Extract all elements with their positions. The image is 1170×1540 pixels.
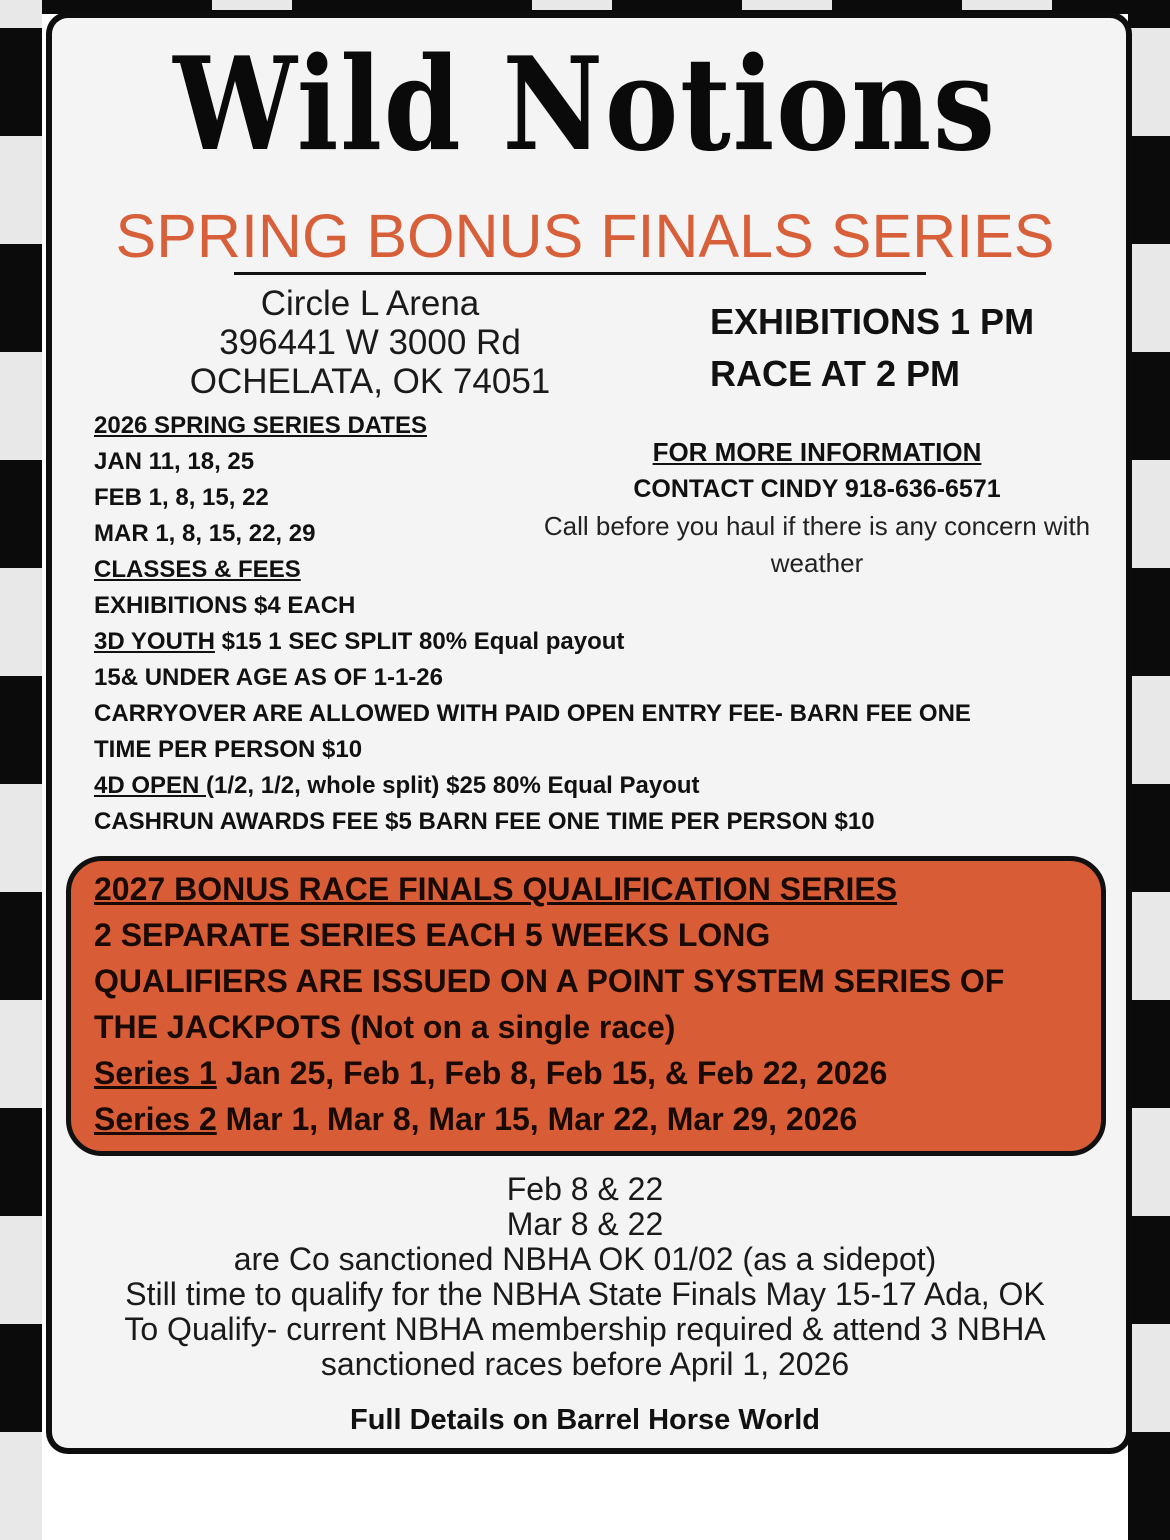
bonus-heading: 2027 BONUS RACE FINALS QUALIFICATION SERIES: [94, 871, 898, 907]
contact-heading: FOR MORE INFORMATION: [652, 437, 982, 467]
bonus-line-1: 2 SEPARATE SERIES EACH 5 WEEKS LONG: [94, 917, 771, 953]
bonus-line-3: THE JACKPOTS (Not on a single race): [94, 1009, 676, 1045]
nbha-line-5: To Qualify- current NBHA membership required & attend 3 NBHA: [124, 1311, 1046, 1347]
divider: [234, 272, 926, 275]
class-exhibitions: EXHIBITIONS $4 EACH: [94, 592, 356, 619]
series-2-label: Series 2: [94, 1101, 217, 1137]
dates-jan: JAN 11, 18, 25: [94, 448, 255, 475]
weather-note-2: weather: [770, 548, 864, 578]
carryover-line-1: CARRYOVER ARE ALLOWED WITH PAID OPEN ENTRY FEE- BARN FEE ONE: [94, 700, 971, 727]
bonus-series-text: [94, 866, 1094, 1142]
weather-note-1: Call before you haul if there is any concern with: [543, 511, 1091, 541]
carryover-line-2: TIME PER PERSON $10: [94, 736, 363, 763]
nbha-line-2: Mar 8 & 22: [506, 1206, 664, 1242]
nbha-line-3: are Co sanctioned NBHA OK 01/02 (as a sidepot): [233, 1241, 937, 1277]
cashrun-line: CASHRUN AWARDS FEE $5 BARN FEE ONE TIME PER PERSON $10: [94, 808, 875, 835]
nbha-info: [0, 1172, 1170, 1382]
dates-heading: 2026 SPRING SERIES DATES: [94, 412, 427, 439]
venue-street: 396441 W 3000 Rd: [219, 323, 521, 362]
race-time: RACE AT 2 PM: [710, 353, 961, 394]
dates-feb: FEB 1, 8, 15, 22: [94, 484, 269, 511]
venue-city: OCHELATA, OK 74051: [189, 362, 551, 401]
open-details: (1/2, 1/2, whole split) $25 80% Equal Payout: [206, 772, 700, 799]
class-youth: [94, 624, 1084, 660]
flyer-subtitle: SPRING BONUS FINALS SERIES: [115, 202, 1055, 270]
bonus-line-2: QUALIFIERS ARE ISSUED ON A POINT SYSTEM SERIES OF: [94, 963, 1005, 999]
venue-name: Circle L Arena: [260, 284, 480, 323]
youth-label: 3D YOUTH: [94, 628, 215, 655]
venue-address: [150, 284, 590, 401]
series-1-dates: Jan 25, Feb 1, Feb 8, Feb 15, & Feb 22, 2026: [216, 1055, 888, 1091]
class-open: [94, 768, 1084, 804]
nbha-line-6: sanctioned races before April 1, 2026: [320, 1346, 850, 1382]
series-2: [94, 1096, 1094, 1142]
series-1-label: Series 1: [94, 1055, 217, 1091]
footer-note: Full Details on Barrel Horse World: [349, 1404, 820, 1436]
exhibitions-time: EXHIBITIONS 1 PM: [710, 301, 1035, 342]
dates-mar: MAR 1, 8, 15, 22, 29: [94, 520, 316, 547]
series-1: [94, 1050, 1094, 1096]
youth-details: $15 1 SEC SPLIT 80% Equal payout: [214, 628, 625, 655]
nbha-line-1: Feb 8 & 22: [506, 1171, 664, 1207]
nbha-line-4: Still time to qualify for the NBHA State Finals May 15-17 Ada, OK: [125, 1276, 1045, 1312]
flyer-title: Wild Notions: [173, 30, 997, 180]
contact-line: CONTACT CINDY 918-636-6571: [633, 475, 1001, 503]
youth-age: 15& UNDER AGE AS OF 1-1-26: [94, 664, 443, 691]
open-label: 4D OPEN: [94, 772, 207, 799]
event-times: [710, 296, 1090, 400]
contact-info: [530, 434, 1104, 582]
classes-heading: CLASSES & FEES: [94, 556, 301, 583]
series-2-dates: Mar 1, Mar 8, Mar 15, Mar 22, Mar 29, 2026: [216, 1101, 858, 1137]
